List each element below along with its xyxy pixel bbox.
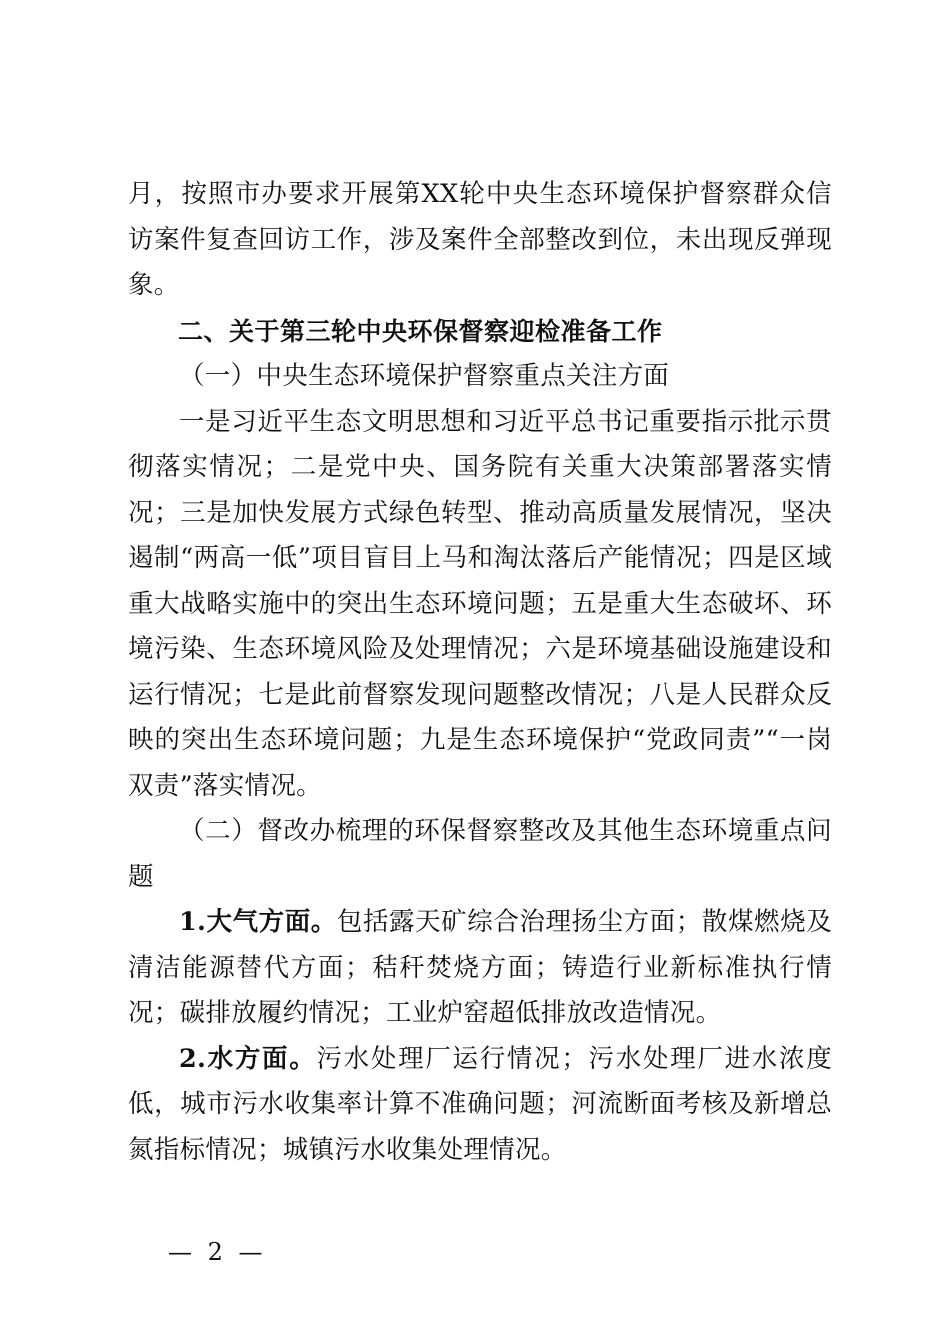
section-heading: 二、关于第三轮中央环保督察迎检准备工作 [178, 316, 663, 346]
key-focus-paragraph: 一是习近平生态文明思想和习近平总书记重要指示批示贯彻落实情况；二是党中央、国务院有关重大决策部署落实情况；三是加快发展方式绿色转型、推动高质量发展情况，坚决遏制“两高一低”项目盲目上马和淘汰落后产能情况；四是区域重大战略实施中的突出生态环境问题；五是重大生态破坏、环境污染、生态环境风险及处理情况；六是环境基础设施建设和运行情况；七是此前督察发现问题整改情况；八是人民群众反映的突出生态环境问题；九是生态环境保护“党政同责”“一岗双责”落实情况。 [128, 406, 832, 801]
air-paragraph [128, 900, 832, 1037]
air-lead: 1.大气方面。 [179, 907, 337, 937]
subsection-heading-2: （二）督改办梳理的环保督察整改及其他生态环境重点问题 [128, 816, 832, 892]
document-body [128, 172, 832, 1173]
water-text: 污水处理厂运行情况；污水处理厂进水浓度低，城市污水收集率计算不准确问题；河流断面考核及新增总氮指标情况；城镇污水收集处理情况。 [128, 1043, 833, 1165]
page-number: — 2 — [168, 1238, 267, 1266]
water-paragraph [128, 1037, 832, 1174]
subsection-heading-1: （一）中央生态环境保护督察重点关注方面 [179, 361, 670, 391]
continuation-paragraph: 月，按照市办要求开展第XX轮中央生态环境保护督察群众信访案件复查回访工作，涉及案件全部整改到位，未出现反弹现象。 [128, 179, 832, 300]
air-text: 包括露天矿综合治理扬尘方面；散煤燃烧及清洁能源替代方面；秸秆焚烧方面；铸造行业新标准执行情况；碳排放履约情况；工业炉窑超低排放改造情况。 [128, 907, 832, 1028]
water-lead: 2.水方面。 [179, 1043, 317, 1074]
